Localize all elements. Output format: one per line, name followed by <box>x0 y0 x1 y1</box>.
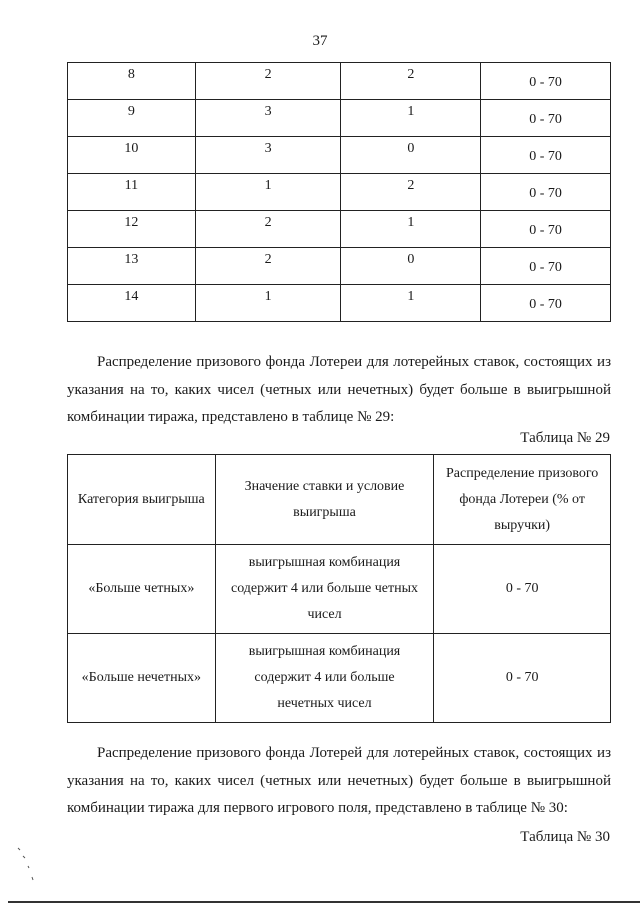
table-cell: 2 <box>195 211 341 248</box>
table-cell: 9 <box>68 100 196 137</box>
paragraph-table-29-intro: Распределение призового фонда Лотереи для лотерейных ставок, состоящих из указания на то, каких чисел (четных или нечетных) будет больше в выигрышной комбинации тиража, представлено в таблице № 29: <box>67 354 611 425</box>
table-row <box>68 137 611 174</box>
table-cell: «Больше нечетных» <box>68 634 216 723</box>
page-number: 37 <box>312 33 328 49</box>
table-cell: 0 - 70 <box>434 545 611 634</box>
page-bottom-edge <box>8 901 640 903</box>
table-row <box>68 211 611 248</box>
column-header-prize-distribution: Распределение призового фонда Лотереи (% от выручки) <box>434 455 611 545</box>
table-cell: «Больше четных» <box>68 545 216 634</box>
table-30-label: Таблица № 30 <box>520 829 610 845</box>
table-29 <box>67 454 611 723</box>
table-cell: 11 <box>68 174 196 211</box>
table-cell: 3 <box>195 137 341 174</box>
table-cell: 0 - 70 <box>481 285 611 322</box>
table-cell: 1 <box>341 211 481 248</box>
table-cell: 0 <box>341 137 481 174</box>
table-cell: 13 <box>68 248 196 285</box>
table-row <box>68 248 611 285</box>
column-header-category: Категория выигрыша <box>68 455 216 545</box>
column-header-bet-value: Значение ставки и условие выигрыша <box>215 455 434 545</box>
table-cell: 0 - 70 <box>481 137 611 174</box>
table-row <box>68 285 611 322</box>
table-cell: 2 <box>341 174 481 211</box>
table-header-row <box>68 455 611 545</box>
table-cell: 2 <box>341 63 481 100</box>
scan-artifact-marks <box>14 846 38 886</box>
table-row <box>68 100 611 137</box>
table-cell: 2 <box>195 63 341 100</box>
table-cell: 1 <box>341 100 481 137</box>
table-cell: 0 - 70 <box>434 634 611 723</box>
table-row <box>68 63 611 100</box>
table-cell: 0 <box>341 248 481 285</box>
table-cell: 0 - 70 <box>481 63 611 100</box>
paragraph-table-30-intro: Распределение призового фонда Лотерей для лотерейных ставок, состоящих из указания на то, каких чисел (четных или нечетных) будет больше в выигрышной комбинации тиража для первого игрового поля, представлено в таблице № 30: <box>67 745 611 816</box>
table-cell: 12 <box>68 211 196 248</box>
table-cell: выигрышная комбинация содержит 4 или больше нечетных чисел <box>215 634 434 723</box>
table-cell: 0 - 70 <box>481 174 611 211</box>
table-row <box>68 174 611 211</box>
table-29-label: Таблица № 29 <box>520 430 610 446</box>
table-cell: 0 - 70 <box>481 248 611 285</box>
table-cell: выигрышная комбинация содержит 4 или больше четных чисел <box>215 545 434 634</box>
table-cell: 14 <box>68 285 196 322</box>
table-cell: 3 <box>195 100 341 137</box>
table-cell: 10 <box>68 137 196 174</box>
table-cell: 1 <box>341 285 481 322</box>
table-cell: 1 <box>195 174 341 211</box>
table-cell: 2 <box>195 248 341 285</box>
table-row <box>68 634 611 723</box>
prize-distribution-table-continued <box>67 62 611 322</box>
table-cell: 8 <box>68 63 196 100</box>
table-row <box>68 545 611 634</box>
table-cell: 0 - 70 <box>481 211 611 248</box>
table-cell: 1 <box>195 285 341 322</box>
table-cell: 0 - 70 <box>481 100 611 137</box>
